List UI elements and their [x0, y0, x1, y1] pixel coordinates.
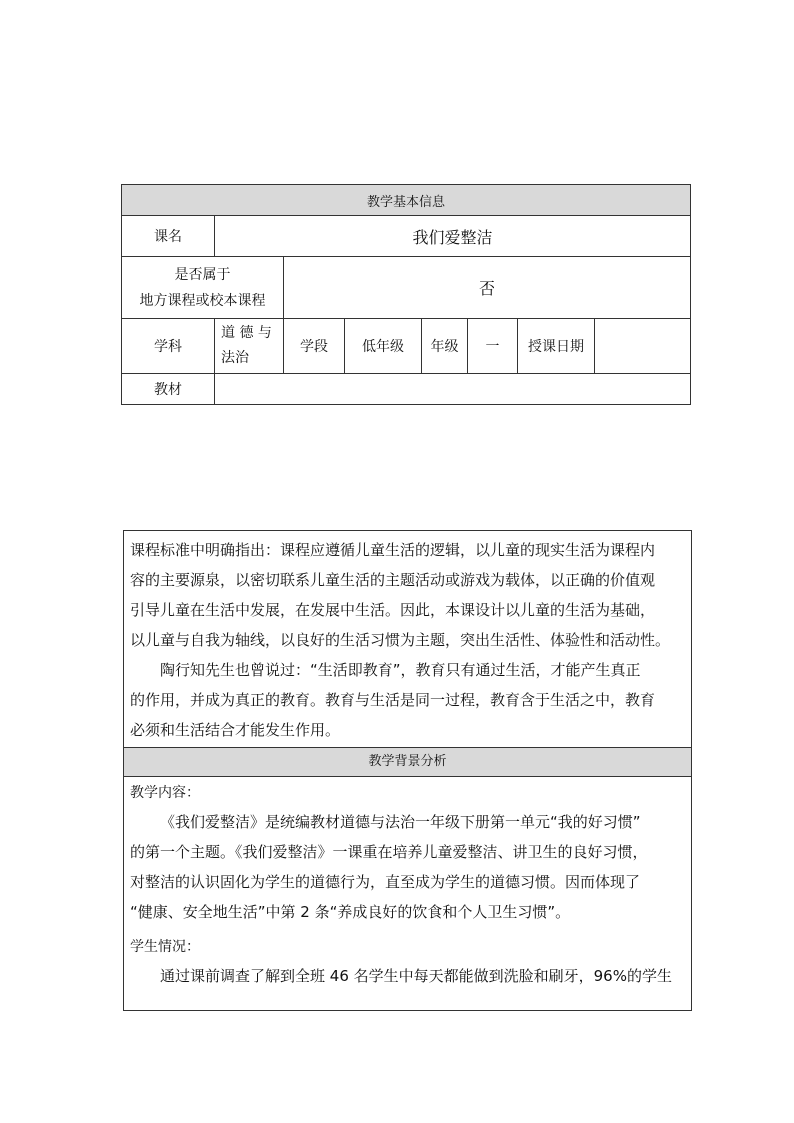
rationale-line-2: 容的主要源泉，以密切联系儿童生活的主题活动或游戏为载体，以正确的价值观	[130, 571, 656, 589]
teaching-design-box	[123, 530, 692, 1011]
teaching-content	[124, 807, 691, 927]
teaching-date-value	[595, 319, 691, 374]
student-line-1: 通过课前调查了解到全班 46 名学生中每天都能做到洗脸和刷牙，96%的学生	[160, 967, 672, 985]
rationale-line-1: 课程标准中明确指出：课程应遵循儿童生活的逻辑，以儿童的现实生活为课程内	[130, 541, 656, 559]
rationale-line-5: 陶行知先生也曾说过：“生活即教育”，教育只有通过生活，才能产生真正	[160, 661, 641, 679]
local-course-label-line1: 是否属于	[174, 266, 231, 283]
rationale-line-4: 以儿童与自我为轴线，以良好的生活习惯为主题，突出生活性、体验性和活动性。	[130, 631, 671, 649]
content-line-2: 的第一个主题。《我们爱整洁》一课重在培养儿童爱整洁、讲卫生的良好习惯，	[130, 843, 648, 861]
local-course-label-line2: 地方课程或校本课程	[139, 292, 266, 309]
course-name-value: 我们爱整洁	[215, 216, 691, 257]
content-label: 教学内容：	[130, 785, 200, 801]
rationale-line-3: 引导儿童在生活中发展，在发展中生活。因此，本课设计以儿童的生活为基础，	[130, 601, 656, 619]
basic-info-table	[121, 184, 691, 405]
stage-value: 低年级	[345, 319, 422, 374]
student-situation-label: 学生情况：	[130, 939, 200, 955]
local-course-label	[122, 257, 284, 319]
content-line-4: “健康、安全地生活”中第 2 条“养成良好的饮食和个人卫生习惯”。	[130, 903, 571, 921]
stage-label: 学段	[284, 319, 345, 374]
background-analysis-header: 教学背景分析	[124, 747, 691, 777]
rationale-line-7: 必须和生活结合才能发生作用。	[130, 721, 341, 739]
design-rationale	[124, 531, 691, 745]
course-name-label: 课名	[122, 216, 215, 257]
local-course-value: 否	[284, 257, 691, 319]
subject-value-line1: 道 德 与	[221, 325, 272, 341]
rationale-line-6: 的作用，并成为真正的教育。教育与生活是同一过程，教育含于生活之中，教育	[130, 691, 656, 709]
textbook-value	[215, 374, 691, 405]
subject-label: 学科	[122, 319, 215, 374]
subject-value	[215, 319, 284, 374]
teaching-date-label: 授课日期	[518, 319, 595, 374]
content-line-1: 《我们爱整洁》是统编教材道德与法治一年级下册第一单元“我的好习惯”	[160, 813, 641, 831]
subject-value-line2: 法治	[221, 350, 249, 366]
grade-label: 年级	[422, 319, 468, 374]
content-line-3: 对整洁的认识固化为学生的道德行为，直至成为学生的道德习惯。因而体现了	[130, 873, 641, 891]
grade-value: 一	[468, 319, 518, 374]
basic-info-header: 教学基本信息	[122, 185, 691, 216]
student-situation	[124, 961, 691, 991]
textbook-label: 教材	[122, 374, 215, 405]
